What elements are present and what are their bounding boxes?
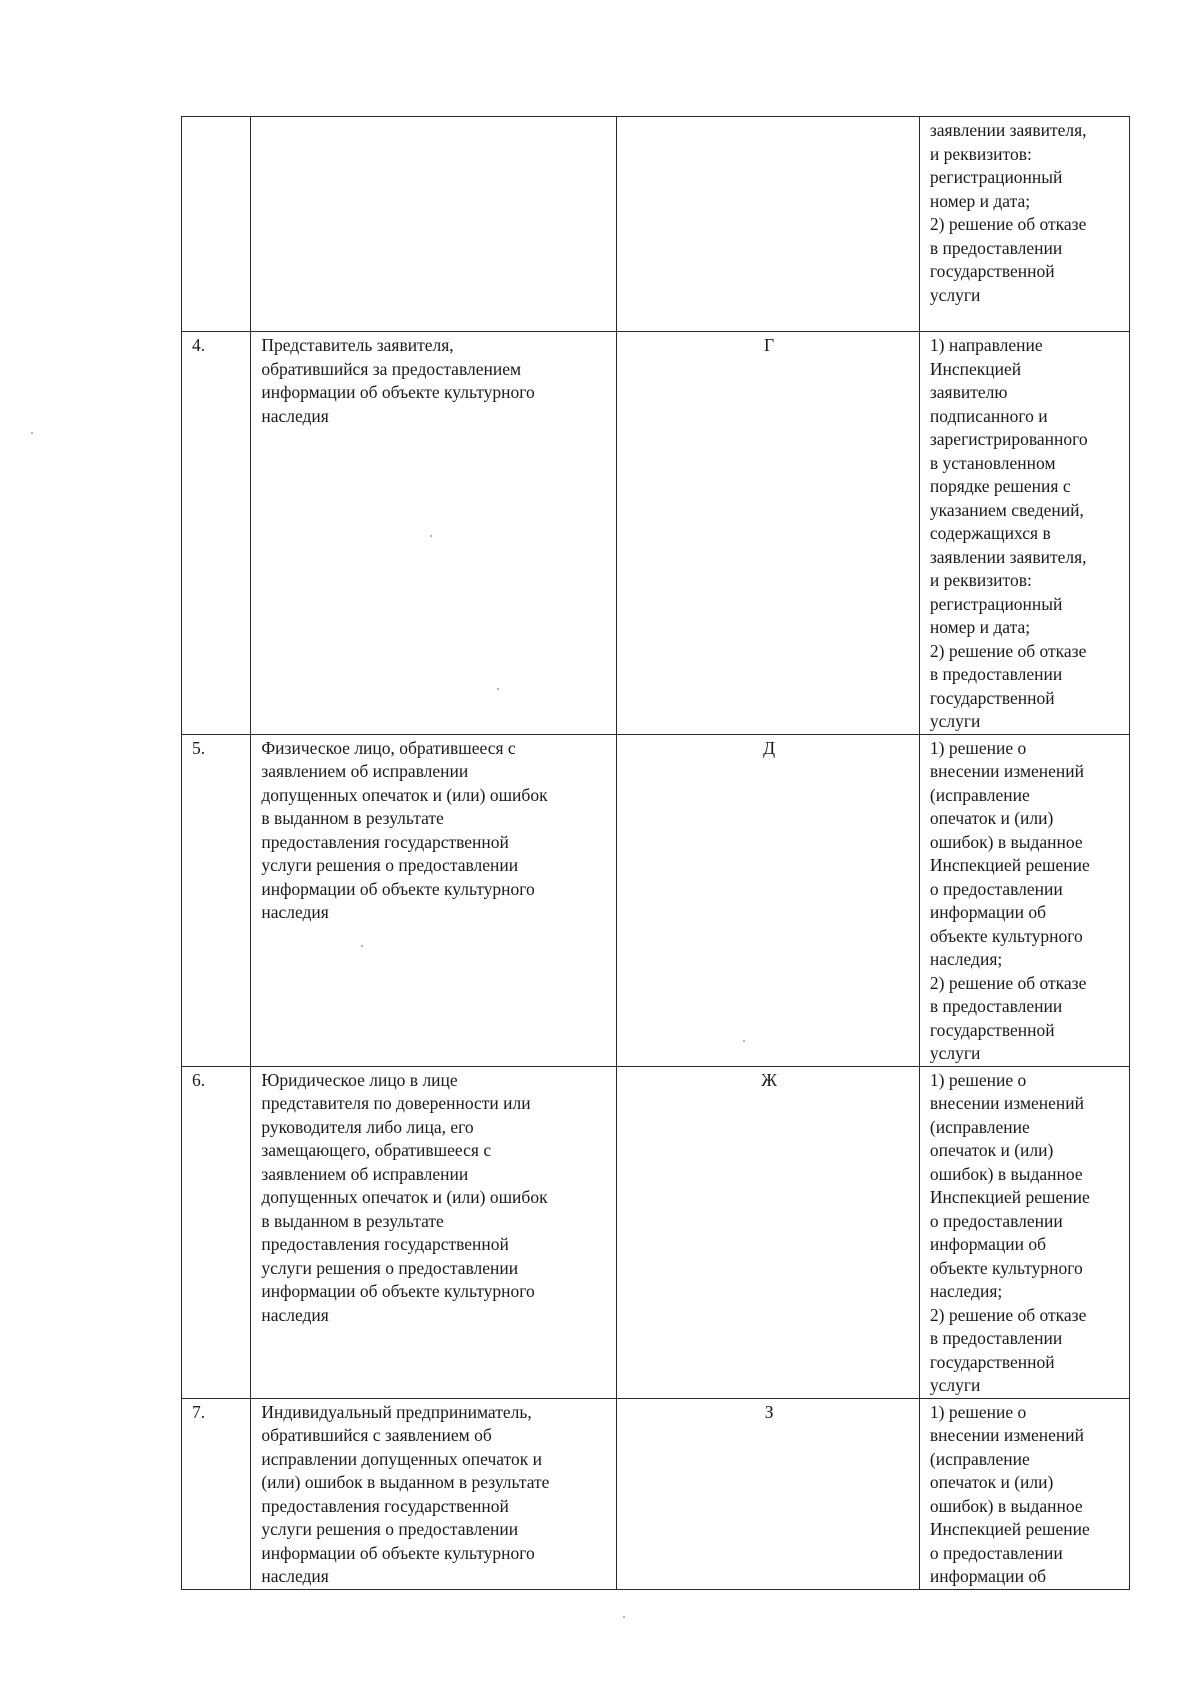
- row-number-cell: 4.: [182, 332, 251, 735]
- result-cell: заявлении заявителя, и реквизитов: регистрационный номер и дата; 2) решение об отказе в предоставлении государственной услуги: [919, 117, 1129, 332]
- table-row: [182, 1066, 1130, 1398]
- table-row: [182, 332, 1130, 735]
- scan-speck: [31, 432, 33, 434]
- row-number-cell: 6.: [182, 1066, 251, 1398]
- code-cell: Г: [617, 332, 920, 735]
- result-cell: 1) решение о внесении изменений (исправление опечаток и (или) ошибок) в выданное Инспекцией решение о предоставлении информации об: [919, 1398, 1129, 1589]
- table-row: [182, 1398, 1130, 1589]
- scan-speck: [497, 688, 499, 690]
- code-cell: [617, 117, 920, 332]
- applicant-cell: Физическое лицо, обратившееся с заявлением об исправлении допущенных опечаток и (или) ошибок в выданном в результате предоставления государственной услуги решения о предоставлении информации об объекте культурного наследия: [251, 734, 617, 1066]
- scan-speck: [361, 945, 363, 947]
- result-cell: 1) решение о внесении изменений (исправление опечаток и (или) ошибок) в выданное Инспекцией решение о предоставлении информации об объекте культурного наследия; 2) решение об отказе в предоставлении государственной услуги: [919, 1066, 1129, 1398]
- row-number-cell: 7.: [182, 1398, 251, 1589]
- code-cell: З: [617, 1398, 920, 1589]
- applicant-cell: Представитель заявителя, обратившийся за предоставлением информации об объекте культурного наследия: [251, 332, 617, 735]
- scan-speck: [430, 535, 432, 537]
- applicant-cell: Индивидуальный предприниматель, обратившийся с заявлением об исправлении допущенных опечаток и (или) ошибок в выданном в результате предоставления государственной услуги решения о предоставлении информации об объекте культурного наследия: [251, 1398, 617, 1589]
- services-table: [181, 116, 1130, 1590]
- result-cell: 1) направление Инспекцией заявителю подписанного и зарегистрированного в установленном порядке решения с указанием сведений, содержащихся в заявлении заявителя, и реквизитов: регистрационный номер и дата; 2) решение об отказе в предоставлении государственной услуги: [919, 332, 1129, 735]
- scan-speck: [743, 1040, 745, 1042]
- applicant-cell: [251, 117, 617, 332]
- table-row: [182, 117, 1130, 332]
- row-number-cell: [182, 117, 251, 332]
- code-cell: Ж: [617, 1066, 920, 1398]
- scan-speck: [623, 1616, 625, 1618]
- applicant-cell: Юридическое лицо в лице представителя по доверенности или руководителя либо лица, его замещающего, обратившееся с заявлением об исправлении допущенных опечаток и (или) ошибок в выданном в результате предоставления государственной услуги решения о предоставлении информации об объекте культурного наследия: [251, 1066, 617, 1398]
- code-cell: Д: [617, 734, 920, 1066]
- row-number-cell: 5.: [182, 734, 251, 1066]
- table-row: [182, 734, 1130, 1066]
- result-cell: 1) решение о внесении изменений (исправление опечаток и (или) ошибок) в выданное Инспекцией решение о предоставлении информации об объекте культурного наследия; 2) решение об отказе в предоставлении государственной услуги: [919, 734, 1129, 1066]
